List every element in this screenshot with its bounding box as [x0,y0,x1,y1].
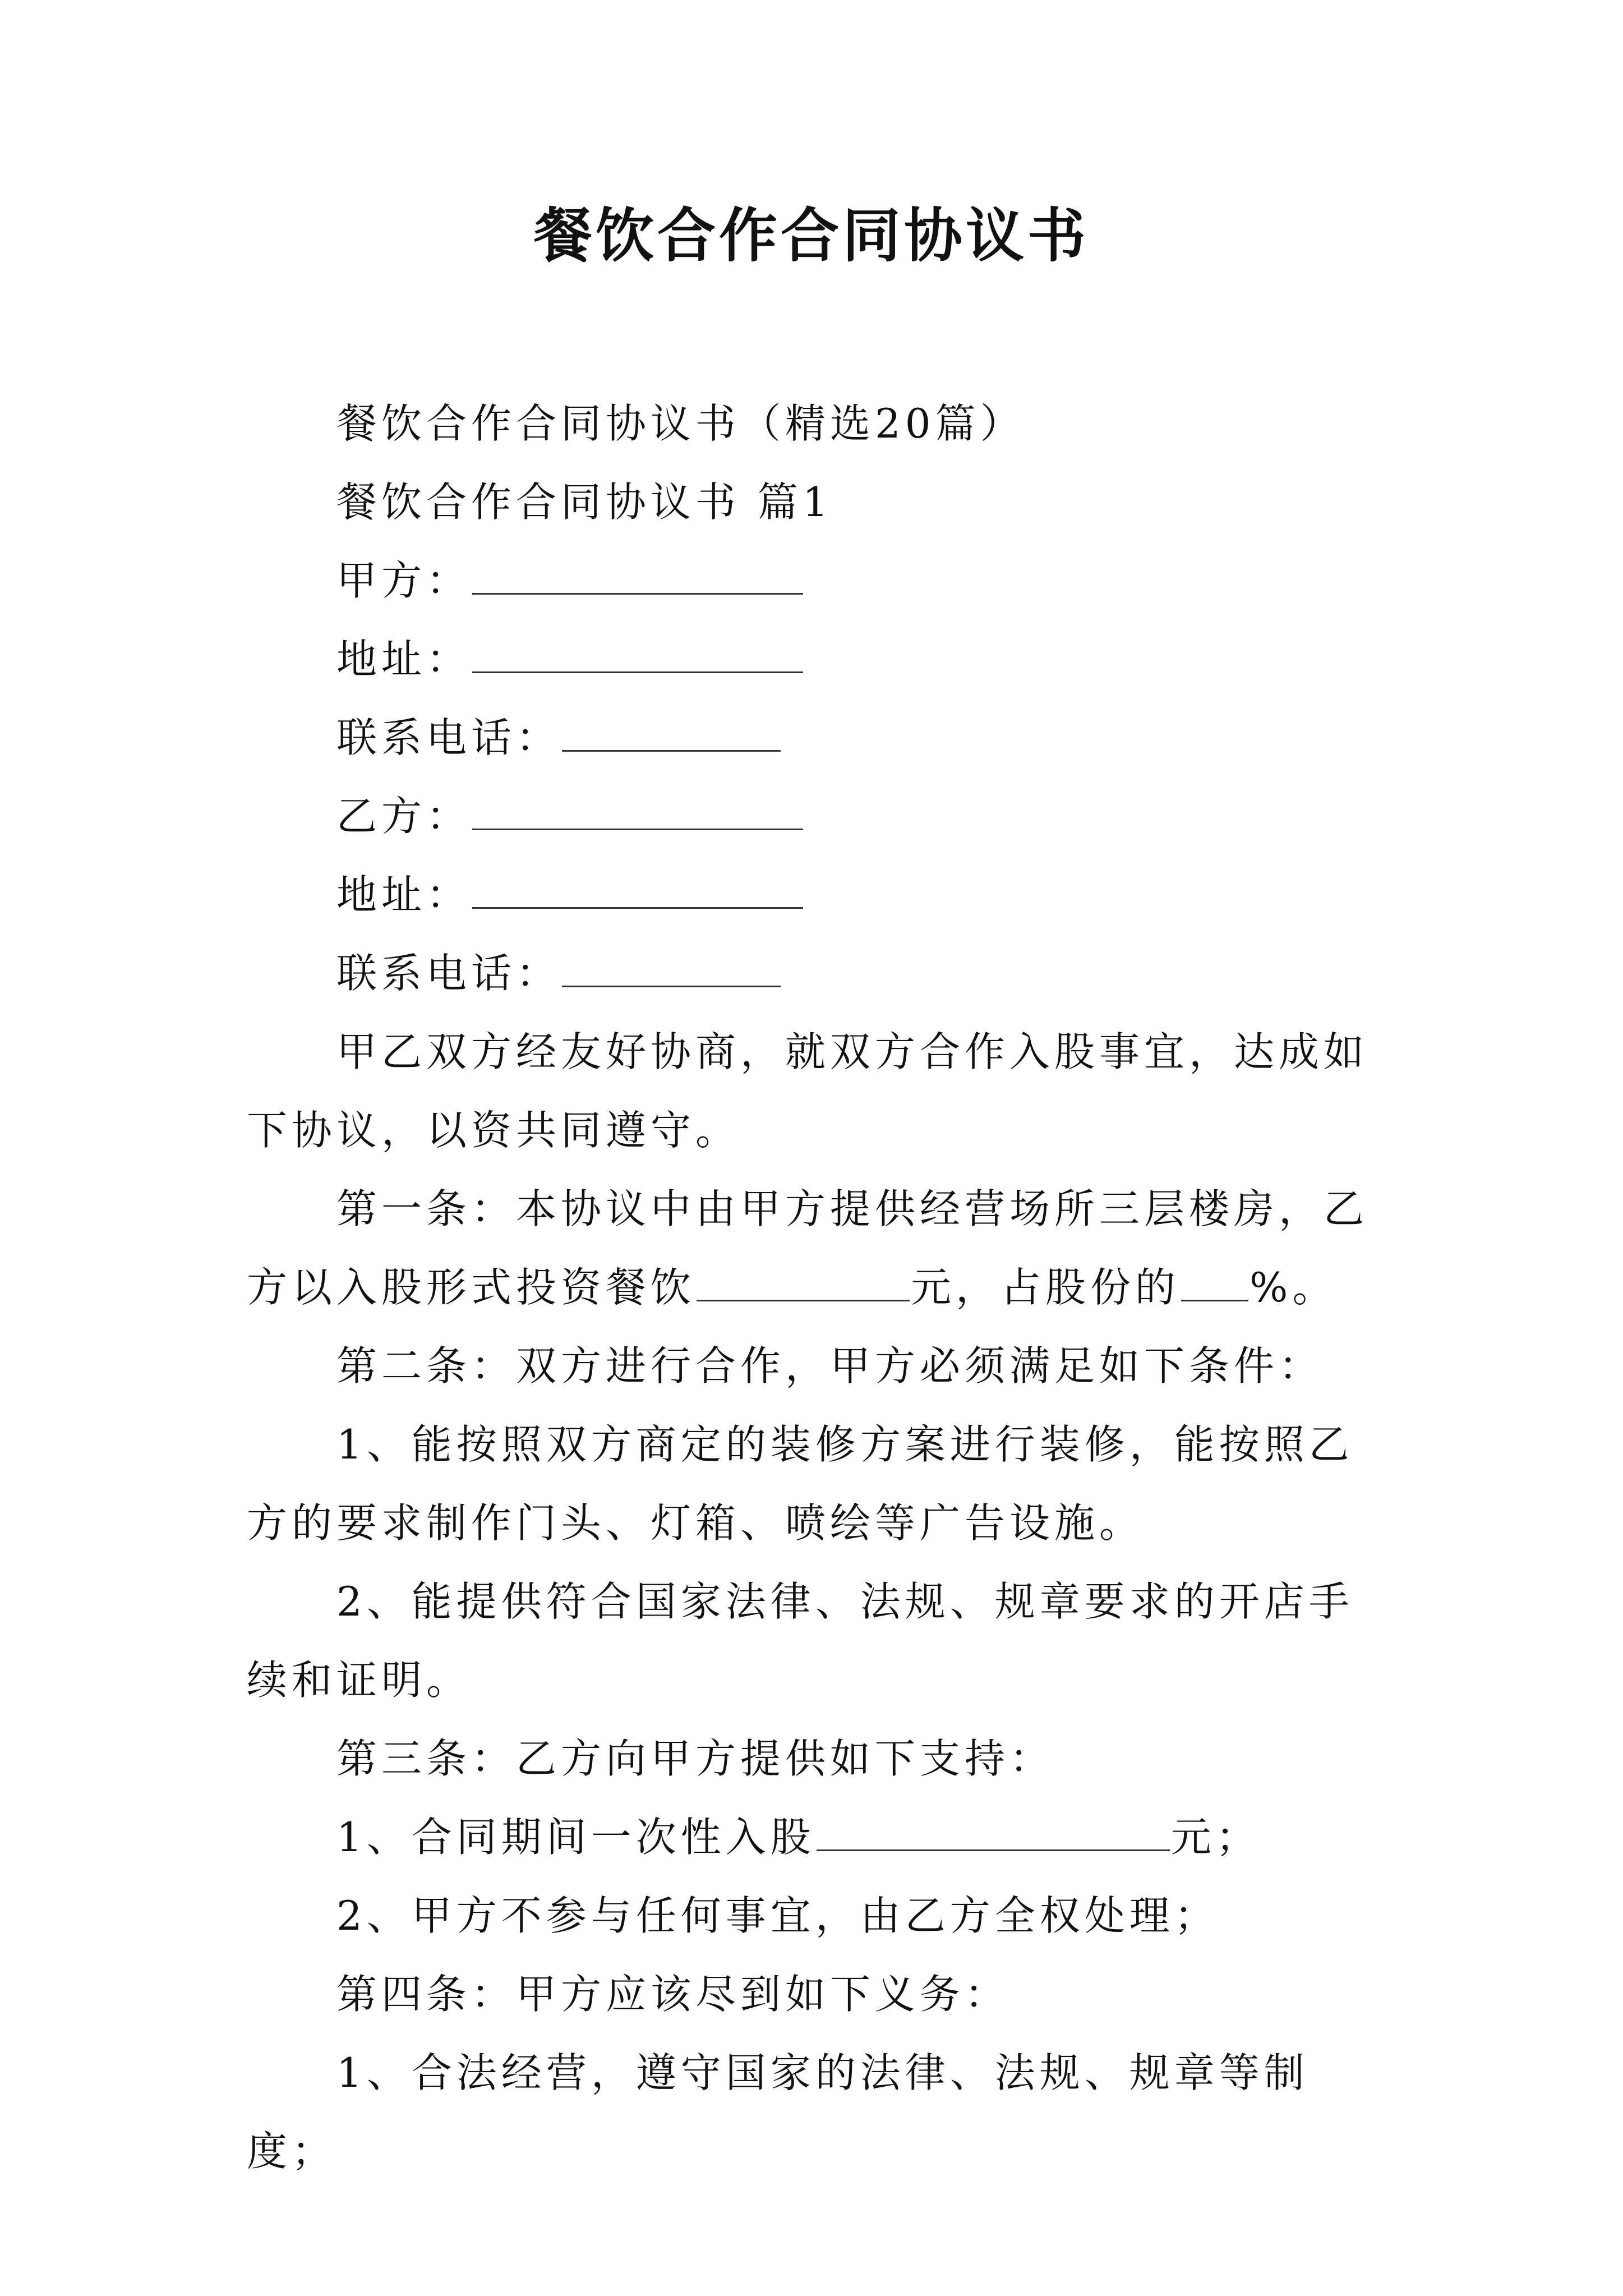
party-b-name-label: 乙方： [336,793,472,840]
article-1-text-3: %。 [1249,1264,1338,1311]
party-b-phone-row [247,934,1385,1013]
article-1-text: 第一条：本协议中由甲方提供经营场所三层楼房，乙方以入股形式投资餐饮 [247,1185,1369,1311]
party-b-name-row [247,777,1385,855]
article-1-paragraph [247,1170,1385,1327]
article-4-item-1: 1、合法经营，遵守国家的法律、法规、规章等制度； [247,2049,1309,2175]
article-3-item-2: 2、甲方不参与任何事宜，由乙方全权处理； [336,1892,1219,1939]
party-a-name-label: 甲方： [336,557,472,604]
article-3-heading: 第三条：乙方向甲方提供如下支持： [336,1735,1055,1782]
party-b-name-blank [472,796,803,830]
document-title: 餐饮合作合同协议书 [533,201,1089,270]
party-b-phone-blank [562,953,781,987]
article-1-text-2: 元，占股份的 [911,1264,1181,1311]
share-percent-blank [1181,1267,1248,1301]
party-a-address-row [247,620,1385,698]
party-a-address-blank [472,639,803,673]
party-a-phone-label: 联系电话： [336,714,561,761]
party-b-address-label: 地址： [336,871,472,918]
one-time-investment-blank [817,1817,1170,1851]
article-2-item-1: 1、能按照双方商定的装修方案进行装修，能按照乙方的要求制作门头、灯箱、喷绘等广告设施。 [247,1421,1354,1547]
party-b-phone-label: 联系电话： [336,950,561,997]
party-a-address-label: 地址： [336,636,472,683]
party-a-name-blank [472,560,803,595]
investment-amount-blank [697,1267,910,1301]
party-b-address-blank [472,875,803,909]
document-subtitle: 餐饮合作合同协议书（精选20篇） [336,400,1025,447]
article-4-heading: 第四条：甲方应该尽到如下义务： [336,1971,1010,2018]
party-b-address-row [247,855,1385,934]
intro-paragraph: 甲乙双方经友好协商，就双方合作入股事宜，达成如下协议，以资共同遵守。 [247,1028,1369,1154]
section-heading: 餐饮合作合同协议书 篇1 [336,478,833,526]
article-2-heading: 第二条：双方进行合作，甲方必须满足如下条件： [336,1342,1324,1389]
party-a-phone-row [247,698,1385,777]
article-3-item-1-suffix: 元； [1170,1814,1261,1861]
article-3-item-1 [247,1798,1385,1876]
party-a-name-row [247,541,1385,620]
document-body [247,384,1385,2191]
article-3-item-1-text: 1、合同期间一次性入股 [336,1814,815,1861]
party-a-phone-blank [562,717,781,752]
article-2-item-2: 2、能提供符合国家法律、法规、规章要求的开店手续和证明。 [247,1578,1354,1704]
